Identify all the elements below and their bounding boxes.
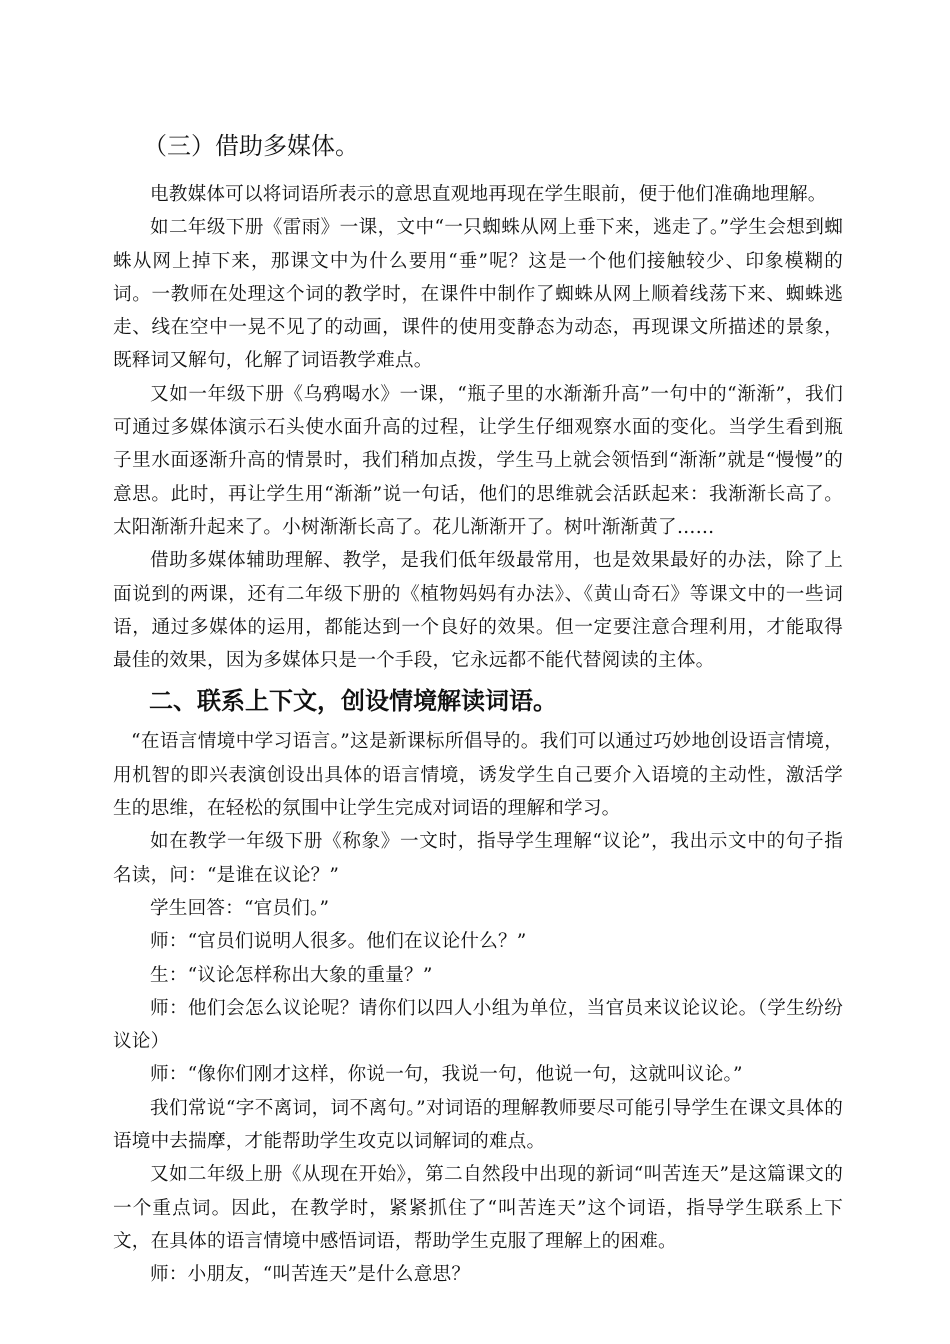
paragraph: 我们常说“字不离词，词不离句。”对词语的理解教师要尽可能引导学生在课文具体的语境中去揣摩，才能帮助学生攻克以词解词的难点。 <box>113 1097 843 1153</box>
paragraph-lead: “在语言情境中学习语言。”这是新课标所倡导的。我们可以通过巧妙地创设语言情境，用机智的即兴表演创设出具体的语言情境，诱发学生自己要介入语境的主动性，激活学生的思维，在轻松的氛围中让学生完成对词语的理解和学习。 <box>113 731 843 820</box>
dialogue-line: 师：他们会怎么议论呢？请你们以四人小组为单位，当官员来议论议论。（学生纷纷议论） <box>113 997 843 1053</box>
section-heading-multimedia: （三）借助多媒体。 <box>143 132 359 160</box>
dialogue-line: 学生回答：“官员们。” <box>150 897 330 919</box>
paragraph: 借助多媒体辅助理解、教学，是我们低年级最常用，也是效果最好的办法，除了上面说到的两课，还有二年级下册的《植物妈妈有办法》、《黄山奇石》等课文中的一些词语，通过多媒体的运用，都能达到一个良好的效果。但一定要注意合理利用，才能取得最佳的效果，因为多媒体只是一个手段，它永远都不能代替阅读的主体。 <box>113 550 843 672</box>
dialogue-line: 师：“像你们刚才这样，你说一句，我说一句，他说一句，这就叫议论。” <box>150 1064 743 1086</box>
section-heading-context: 二、联系上下文，创设情境解读词语。 <box>149 687 557 716</box>
paragraph: 又如二年级上册《从现在开始》，第二自然段中出现的新词“叫苦连天”是这篇课文的一个重点词。因此，在教学时，紧紧抓住了“叫苦连天”这个词语，指导学生联系上下文，在具体的语言情境中感悟词语，帮助学生克服了理解上的困难。 <box>113 1164 843 1252</box>
dialogue-line: 师：小朋友，“叫苦连天”是什么意思？ <box>150 1264 471 1286</box>
paragraph: 如在教学一年级下册《称象》一文时，指导学生理解“议论”，我出示文中的句子指名读，问：“是谁在议论？” <box>113 831 843 886</box>
dialogue-line: 师：“官员们说明人很多。他们在议论什么？” <box>150 931 527 953</box>
paragraph: 又如一年级下册《乌鸦喝水》一课，“瓶子里的水渐渐升高”一句中的“渐渐”，我们可通过多媒体演示石头使水面升高的过程，让学生仔细观察水面的变化。当学生看到瓶子里水面逐渐升高的情景时，我们稍加点拨，学生马上就会领悟到“渐渐”就是“慢慢”的意思。此时，再让学生用“渐渐”说一句话，他们的思维就会活跃起来：我渐渐长高了。太阳渐渐升起来了。小树渐渐长高了。花儿渐渐开了。树叶渐渐黄了…… <box>113 383 843 538</box>
paragraph: 电教媒体可以将词语所表示的意思直观地再现在学生眼前，便于他们准确地理解。 <box>150 184 827 205</box>
document-page <box>113 128 843 1292</box>
paragraph: 如二年级下册《雷雨》一课，文中“一只蜘蛛从网上垂下来，逃走了。”学生会想到蜘蛛从网上掉下来，那课文中为什么要用“垂”呢？这是一个他们接触较少、印象模糊的词。一教师在处理这个词的教学时，在课件中制作了蜘蛛从网上顺着线荡下来、蜘蛛逃走、线在空中一晃不见了的动画，课件的使用变静态为动态，再现课文所描述的景象，既释词又解句，化解了词语教学难点。 <box>113 217 843 372</box>
dialogue-line: 生：“议论怎样称出大象的重量？” <box>150 964 433 986</box>
